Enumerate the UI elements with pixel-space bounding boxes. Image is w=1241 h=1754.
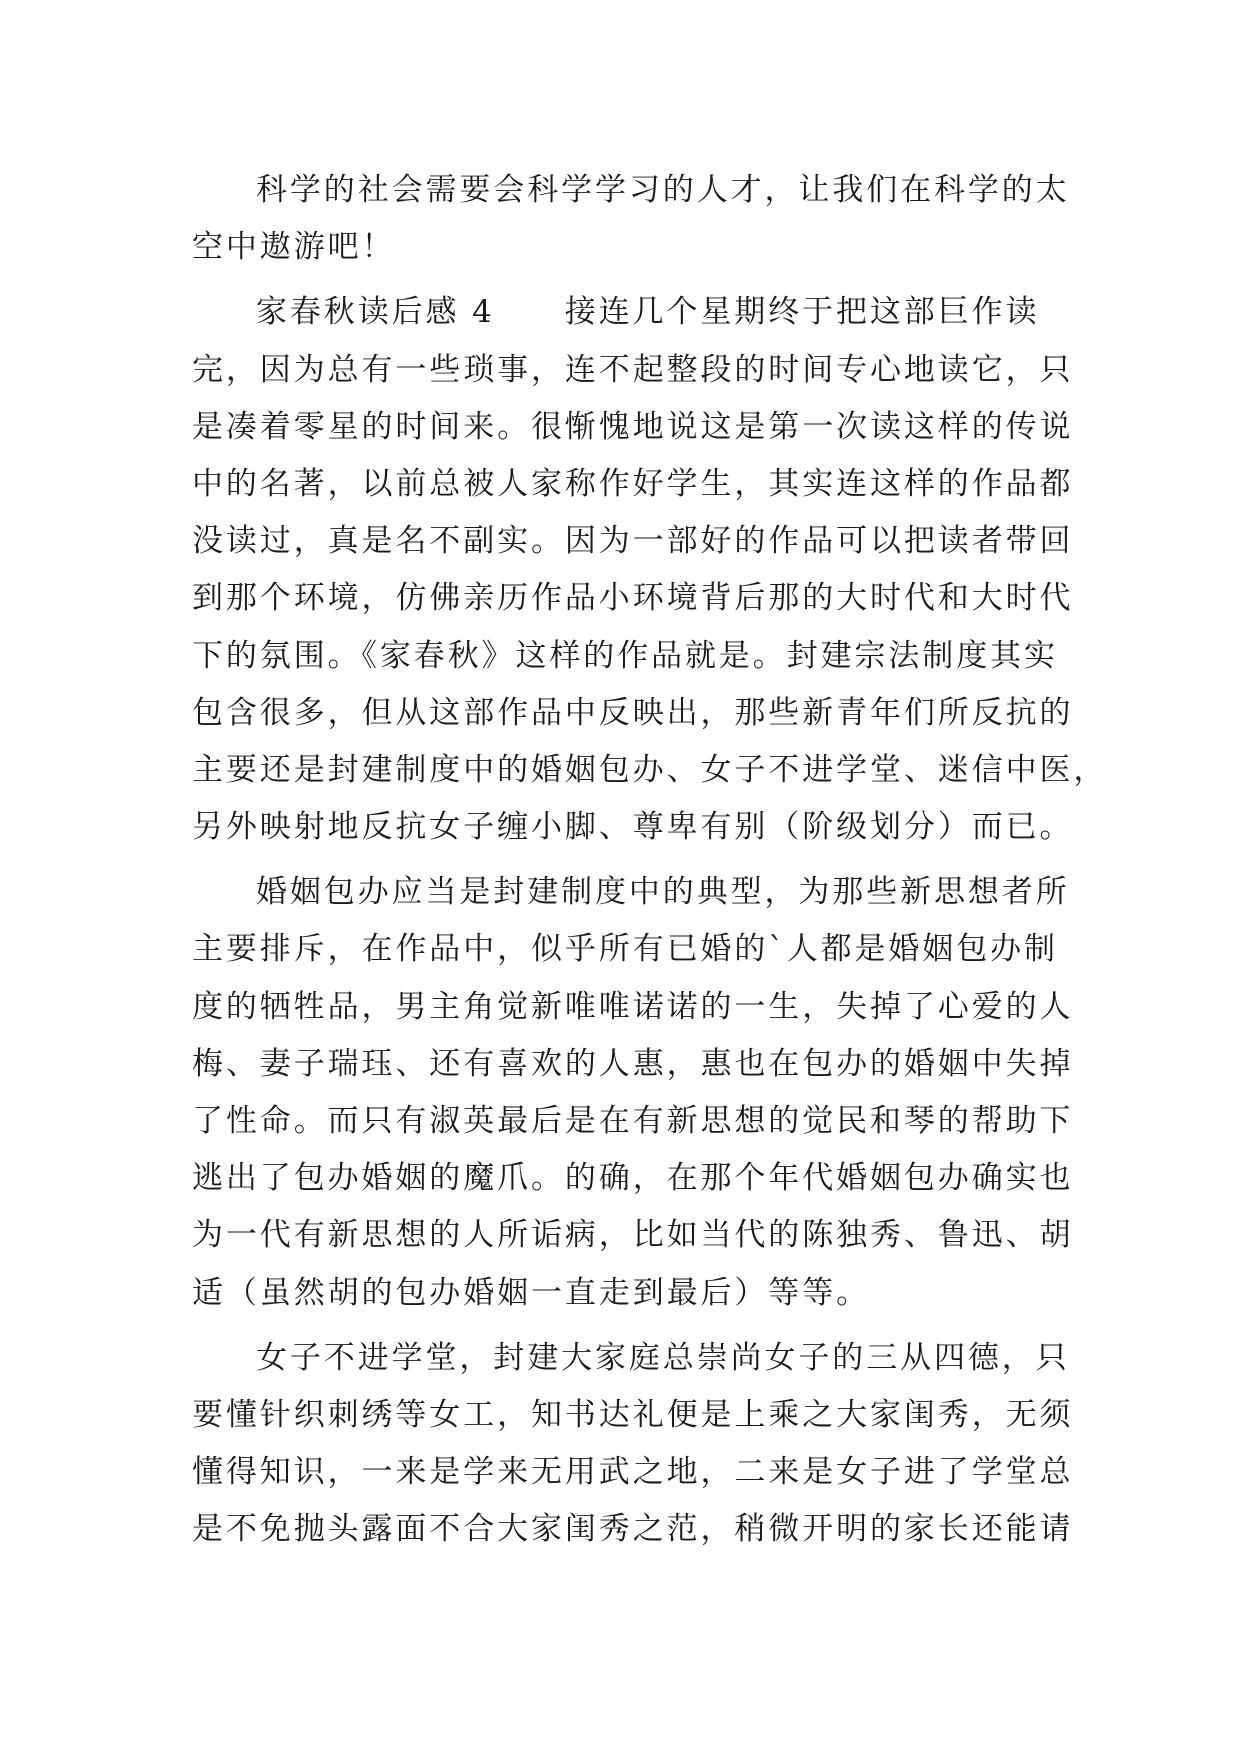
text-line: 是不免抛头露面不合大家闺秀之范，稍微开明的家长还能请 — [192, 1511, 1074, 1548]
text-line: 主要排斥，在作品中，似乎所有已婚的`人都是婚姻包办制 — [192, 931, 1058, 968]
text-line: 适（虽然胡的包办婚姻一直走到最后）等等。 — [192, 1274, 870, 1311]
text-line: 了性命。而只有淑英最后是在有新思想的觉民和琴的帮助下 — [192, 1103, 1074, 1139]
text-line: 度的牺牲品，男主角觉新唯唯诺诺的一生，失掉了心爱的人 — [192, 988, 1074, 1025]
text-line: 梅、妻子瑞珏、还有喜欢的人惠，惠也在包办的婚姻中失掉 — [192, 1045, 1074, 1082]
text-line: 懂得知识，一来是学来无用武之地，二来是女子进了学堂总 — [192, 1454, 1074, 1491]
text-line-continuation: 接连几个星期终于把这部巨作读 — [564, 294, 1040, 331]
text-line: 婚姻包办应当是封建制度中的典型，为那些新思想者所 — [256, 874, 1070, 911]
text-line: 主要还是封建制度中的婚姻包办、女子不进学堂、迷信中医， — [192, 751, 1108, 788]
text-line: 另外映射地反抗女子缠小脚、尊卑有别（阶级划分）而已。 — [192, 809, 1074, 846]
body-text — [192, 162, 1108, 1559]
text-line: 科学的社会需要会科学学习的人才，让我们在科学的太 — [256, 172, 1070, 208]
text-line: 逃出了包办婚姻的魔爪。的确，在那个年代婚姻包办确实也 — [192, 1160, 1074, 1197]
text-line: 包含很多，但从这部作品中反映出，那些新青年们所反抗的 — [192, 694, 1074, 731]
text-line: 空中遨游吧！ — [192, 229, 396, 266]
text-line: 到那个环境，仿佛亲历作品小环境背后那的大时代和大时代 — [192, 580, 1074, 617]
text-line: 下的氛围。《家春秋》这样的作品就是。封建宗法制度其实 — [192, 637, 1058, 674]
text-line: 中的名著，以前总被人家称作好学生，其实连这样的作品都 — [192, 465, 1074, 502]
text-line: 要懂针织刺绣等女工，知书达礼便是上乘之大家闺秀，无须 — [192, 1396, 1074, 1433]
text-line — [192, 284, 1060, 341]
section-heading: 家春秋读后感 — [256, 294, 460, 331]
text-line: 女子不进学堂，封建大家庭总崇尚女子的三从四德，只 — [256, 1339, 1070, 1376]
text-line: 为一代有新思想的人所诟病，比如当代的陈独秀、鲁迅、胡 — [192, 1217, 1074, 1254]
text-line: 是凑着零星的时间来。很惭愧地说这是第一次读这样的传说 — [192, 408, 1074, 445]
section-heading-number: 4 — [472, 294, 495, 331]
text-line: 没读过，真是名不副实。因为一部好的作品可以把读者带回 — [192, 523, 1074, 560]
text-line: 完，因为总有一些琐事，连不起整段的时间专心地读它，只 — [192, 351, 1074, 388]
